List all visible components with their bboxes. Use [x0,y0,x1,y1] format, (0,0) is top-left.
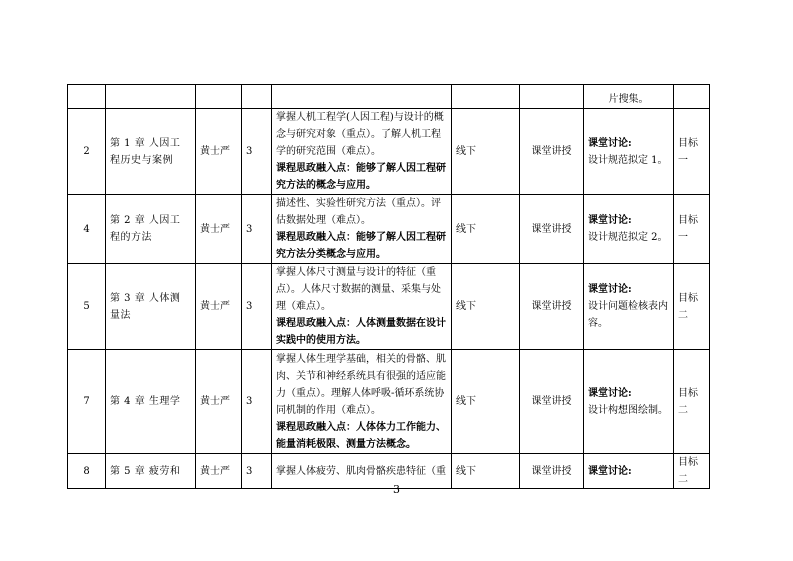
cell-chapter [106,264,196,350]
cell-chapter [106,350,196,454]
task-text: 设计问题检核表内 [588,301,668,312]
cell-method: 课堂讲授 [520,454,584,489]
cell-task [584,264,674,350]
cell-mode: 线下 [452,109,520,195]
cell-num: 7 [68,350,106,454]
cell-goal: 目标二 [674,350,710,454]
task-title: 课堂讨论: [588,465,632,477]
cell-teacher [196,85,242,109]
chapter-line: 量法 [110,309,131,321]
cell-chapter [106,195,196,264]
task-text: 设计规范拟定 2。 [588,232,668,243]
chapter-line: 第 3 章 人体测 [110,292,181,304]
cell-teacher: 黄士严 [196,264,242,350]
cell-method: 课堂讲授 [520,195,584,264]
ideology-line: 课程思政融入点：人体测量数据在设计 [276,318,446,329]
cell-hours [242,85,272,109]
task-title: 课堂讨论: [588,387,632,399]
cell-mode [452,85,520,109]
task-title: 课堂讨论: [588,215,632,226]
content-line: 念与研究对象（重点）。了解人机工程 [276,129,441,140]
cell-mode: 线下 [452,454,520,489]
table-row [68,85,710,109]
chapter-line: 程历史与案例 [110,154,173,166]
cell-task [584,195,674,264]
chapter-line: 第 4 章 生理学 [110,396,181,407]
task-text: 设计构想图绘制。 [588,404,668,416]
cell-num: 2 [68,109,106,195]
cell-teacher: 黄士严 [196,454,242,489]
content-line: 掌握人体疲劳、肌肉骨骼疾患特征（重 [276,465,446,477]
cell-teacher: 黄士严 [196,195,242,264]
cell-num: 5 [68,264,106,350]
cell-task [584,350,674,454]
cell-chapter [106,109,196,195]
course-schedule-table [67,84,710,489]
cell-content [272,85,452,109]
content-line: 掌握人体尺寸测量与设计的特征（重 [276,267,436,278]
content-line: 理（难点）。 [276,301,331,312]
cell-content [272,264,452,350]
page-number: 3 [393,483,400,496]
chapter-line: 第 2 章 人因工 [110,215,181,226]
ideology-line: 究方法分类概念与应用。 [276,249,386,260]
content-line: 力（重点）。理解人体呼吸-循环系统协 [276,387,445,399]
cell-hours: 3 [242,264,272,350]
content-line: 掌握人体生理学基础，相关的骨骼、肌 [276,353,446,365]
ideology-line: 能量消耗极限、测量方法概念。 [276,438,416,450]
cell-hours: 3 [242,454,272,489]
ideology-line: 究方法的概念与应用。 [276,180,376,191]
cell-mode: 线下 [452,350,520,454]
table-row [68,350,710,454]
cell-num: 8 [68,454,106,489]
cell-hours: 3 [242,350,272,454]
cell-content [272,195,452,264]
cell-method: 课堂讲授 [520,264,584,350]
cell-goal: 目标二 [674,454,710,489]
chapter-line: 第 5 章 疲劳和 [110,465,181,477]
content-line: 估数据处理（难点）。 [276,215,371,226]
task-text: 容。 [588,318,608,329]
cell-method [520,85,584,109]
cell-mode: 线下 [452,195,520,264]
cell-num: 4 [68,195,106,264]
cell-teacher: 黄士严 [196,109,242,195]
cell-mode: 线下 [452,264,520,350]
task-text: 片搜集。 [608,94,649,105]
content-line: 描述性、实验性研究方法（重点）。评 [276,198,441,209]
cell-goal: 目标一 [674,109,710,195]
chapter-line: 第 1 章 人因工 [110,137,181,149]
content-line: 肉、关节和神经系统具有很强的适应能 [276,370,446,382]
cell-method: 课堂讲授 [520,109,584,195]
content-line: 点）。人体尺寸数据的测量、采集与处 [276,284,441,295]
task-title: 课堂讨论: [588,284,632,295]
cell-goal: 目标一 [674,195,710,264]
table-row [68,109,710,195]
ideology-line: 课程思政融入点：能够了解人因工程研 [276,232,446,243]
cell-goal: 目标二 [674,264,710,350]
cell-hours: 3 [242,195,272,264]
cell-num [68,85,106,109]
chapter-line: 程的方法 [110,232,152,243]
content-line: 掌握人机工程学(人因工程)与设计的概 [276,112,444,123]
content-line: 同机制的作用（难点）。 [276,404,381,416]
cell-task [584,109,674,195]
cell-chapter [106,85,196,109]
cell-goal [674,85,710,109]
ideology-line: 课程思政融入点：能够了解人因工程研 [276,163,446,174]
ideology-line: 课程思政融入点：人体体力工作能力、 [276,421,446,433]
cell-teacher: 黄士严 [196,350,242,454]
task-text: 设计规范拟定 1。 [588,154,668,166]
cell-hours: 3 [242,109,272,195]
task-title: 课堂讨论: [588,137,632,149]
cell-task [584,85,674,109]
table-row [68,264,710,350]
content-line: 学的研究范围（难点）。 [276,146,381,157]
cell-content [272,109,452,195]
cell-method: 课堂讲授 [520,350,584,454]
table-row [68,195,710,264]
ideology-line: 实践中的使用方法。 [276,335,366,346]
cell-content [272,350,452,454]
